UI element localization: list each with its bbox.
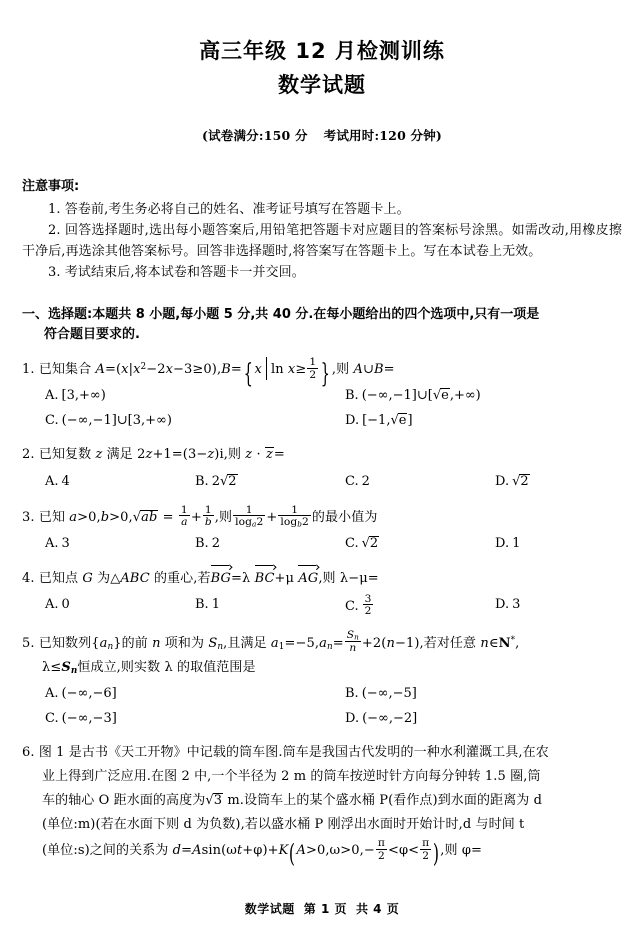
option-text: (−∞,−5] (361, 685, 417, 701)
question-6-line3-b: m.设筒车上的某个盛水桶 P(看作点)到水面的距离为 d (223, 793, 543, 809)
question-5-option-c[interactable] (45, 707, 345, 731)
question-1 (0, 346, 644, 433)
question-5-option-d[interactable] (345, 707, 644, 731)
option-text: (−∞,−1]∪[3,+∞) (61, 413, 172, 429)
page-footer (0, 900, 644, 917)
option-text: (−∞,−6] (61, 685, 117, 701)
question-6-line1: 图 1 是古书《天工开物》中记载的筒车图.筒车是我国古代发明的一种水利灌溉工具,在农 (38, 744, 549, 760)
option-text: (−∞,−3] (61, 710, 117, 726)
question-3-option-a[interactable] (45, 532, 195, 556)
option-label: C. (345, 598, 359, 614)
option-label: B. (195, 596, 209, 612)
question-6-line5-a: (单位:s)之间的关系为 d=Asin(ωt+φ)+K (42, 843, 289, 859)
question-6-line5-c: ,则 φ= (440, 843, 483, 859)
question-3-stem: 3. 已知 a>0,b>0,√ab = $\frac{1}{a}$ + $\frac{1}{b}$ ,则 $\frac{1}{\log_a2}$ + $\frac{1}{\log_b2}$ 的最小值为 (22, 502, 378, 529)
option-text: 2√2 (211, 473, 237, 489)
question-5-stem: 5. 已知数列$\{a_n\}$的前 n 项和为 $S_n$,且满足 $a_1=-5,a_n=$ $\frac{S_n}{n}$ +2(n−1),若对任意 n∈N*, $\lambda\le S_n$恒成立,则实数 λ 的取值范围是 (22, 627, 520, 676)
question-2-option-d[interactable] (495, 470, 644, 494)
question-2-option-c[interactable] (345, 470, 495, 494)
option-text: 1 (211, 596, 220, 612)
option-text: (−∞,−2] (362, 710, 418, 726)
question-6 (0, 731, 644, 868)
question-3 (0, 494, 644, 556)
question-2-option-a[interactable] (45, 470, 195, 494)
option-label: B. (195, 473, 209, 489)
option-label: C. (45, 710, 59, 726)
question-3-option-c[interactable] (345, 532, 495, 556)
question-3-options (22, 532, 622, 556)
option-text: √2 (512, 473, 529, 489)
question-6-line4: (单位:m)(若在水面下则 d 为负数),若以盛水桶 P 刚浮出水面时开始计时,d 与时间 t (42, 817, 525, 833)
question-5-option-a[interactable] (45, 682, 345, 706)
section-heading-line2: 符合题目要求的. (44, 327, 140, 343)
option-label: D. (345, 710, 360, 726)
option-text: 2 (211, 535, 220, 551)
option-label: D. (345, 413, 360, 429)
notice-block (0, 144, 644, 283)
question-1-stem: 1. 已知集合 $A=(x|x^2-2x-3\ge 0),B=${ x ln x≥ $\frac{1}{2}$ } ,则 A∪B= (22, 355, 395, 389)
section-heading-choice (0, 283, 644, 347)
question-1-number: 1. (22, 362, 35, 378)
notice-heading: 注意事项: (22, 178, 80, 194)
question-2-option-b[interactable] (195, 470, 345, 494)
exam-meta (0, 99, 644, 144)
question-2-stem: 2. 已知复数 z 满足 2z+1=(3−z)i,则 z · z= (22, 447, 285, 463)
footer-subject: 数学试题 (244, 902, 295, 916)
option-text: 2 (361, 473, 370, 489)
page-subtitle: 数学试题 (278, 73, 366, 98)
question-5 (0, 619, 644, 731)
footer-total-pages: 共 4 页 (356, 902, 400, 916)
option-text: 3 (61, 535, 70, 551)
option-text: [3,+∞) (61, 388, 106, 404)
notice-item-1: 1. 答卷前,考生务必将自己的姓名、准考证号填写在答题卡上。 (48, 201, 410, 217)
option-label: D. (495, 535, 510, 551)
question-4-option-b[interactable] (195, 593, 345, 619)
question-4 (0, 556, 644, 619)
notice-item-2: 2. 回答选择题时,选出每小题答案后,用铅笔把答题卡对应题目的答案标号涂黑。如需改动,用橡皮擦干净后,再选涂其他答案标号。回答非选择题时,将答案写在答题卡上。写在本试卷上无效。 (22, 222, 622, 259)
option-label: A. (45, 535, 59, 551)
question-2-number: 2. (22, 447, 35, 463)
question-4-number: 4. (22, 570, 35, 586)
option-label: A. (45, 388, 59, 404)
option-label: C. (45, 413, 59, 429)
question-1-option-c[interactable] (45, 409, 345, 433)
question-1-option-d[interactable] (345, 409, 644, 433)
question-5-options-row2 (22, 707, 622, 731)
option-label: B. (345, 685, 359, 701)
exam-full-marks: (试卷满分:150 分 (201, 127, 308, 143)
option-label: B. (345, 388, 359, 404)
option-label: A. (45, 596, 59, 612)
question-6-line2: 业上得到广泛应用.在图 2 中,一个半径为 2 m 的筒车按逆时针方向每分钟转 1.5 圈,筒 (42, 768, 541, 784)
option-label: D. (495, 596, 510, 612)
option-text: $\frac{3}{2}$ (364, 591, 372, 618)
question-5-number: 5. (22, 635, 35, 651)
question-5-option-b[interactable] (345, 682, 644, 706)
question-4-stem: 4. 已知点 G 为△ABC 的重心,若BG=λ BC+μ AG,则 λ−μ= (22, 556, 622, 591)
option-text: [−1,√e] (362, 413, 413, 429)
question-4-option-c[interactable] (345, 593, 495, 619)
footer-page-number: 第 1 页 (303, 902, 347, 916)
option-text: 4 (61, 473, 70, 489)
option-label: C. (345, 535, 359, 551)
question-1-stem-lead: 已知集合 (38, 362, 96, 378)
question-2 (0, 433, 644, 493)
section-heading-line1: 一、选择题:本题共 8 小题,每小题 5 分,共 40 分.在每小题给出的四个选项中,只有一项是 (22, 306, 540, 322)
question-6-line5: (单位:s)之间的关系为 d=Asin(ωt+φ)+K(A>0,ω>0,− $\frac{\pi}{2}$ <φ< $\frac{\pi}{2}$ ),则 φ= (42, 836, 483, 868)
question-6-line3-a: 车的轴心 O 距水面的高度为 (42, 793, 206, 809)
question-6-number: 6. (22, 744, 35, 760)
option-text: (−∞,−1]∪[√e,+∞) (361, 388, 481, 404)
question-6-line3: 车的轴心 O 距水面的高度为√3 m.设筒车上的某个盛水桶 P(看作点)到水面的距离为 d (42, 793, 543, 809)
option-text: 0 (61, 596, 70, 612)
question-3-option-b[interactable] (195, 532, 345, 556)
notice-item-3: 3. 考试结束后,将本试卷和答题卡一并交回。 (48, 264, 305, 280)
question-3-number: 3. (22, 509, 35, 525)
option-text: 1 (512, 535, 521, 551)
option-text: 3 (512, 596, 521, 612)
exam-duration: 考试用时:120 分钟) (323, 127, 443, 143)
question-1-option-b[interactable] (345, 384, 644, 408)
question-3-option-d[interactable] (495, 532, 644, 556)
option-label: D. (495, 473, 510, 489)
option-label: A. (45, 685, 59, 701)
option-label: C. (345, 473, 359, 489)
option-label: A. (45, 473, 59, 489)
question-1-option-a[interactable] (45, 384, 345, 408)
question-5-options-row1 (22, 682, 622, 706)
question-4-options (22, 593, 622, 619)
page-title: 高三年级 12 月检测训练 (199, 39, 445, 63)
question-1-options-row2 (22, 409, 622, 433)
question-4-option-a[interactable] (45, 593, 195, 619)
option-label: B. (195, 535, 209, 551)
option-text: √2 (361, 535, 379, 551)
question-2-options (22, 470, 622, 494)
question-4-option-d[interactable] (495, 593, 644, 619)
question-6-stem (22, 731, 622, 868)
